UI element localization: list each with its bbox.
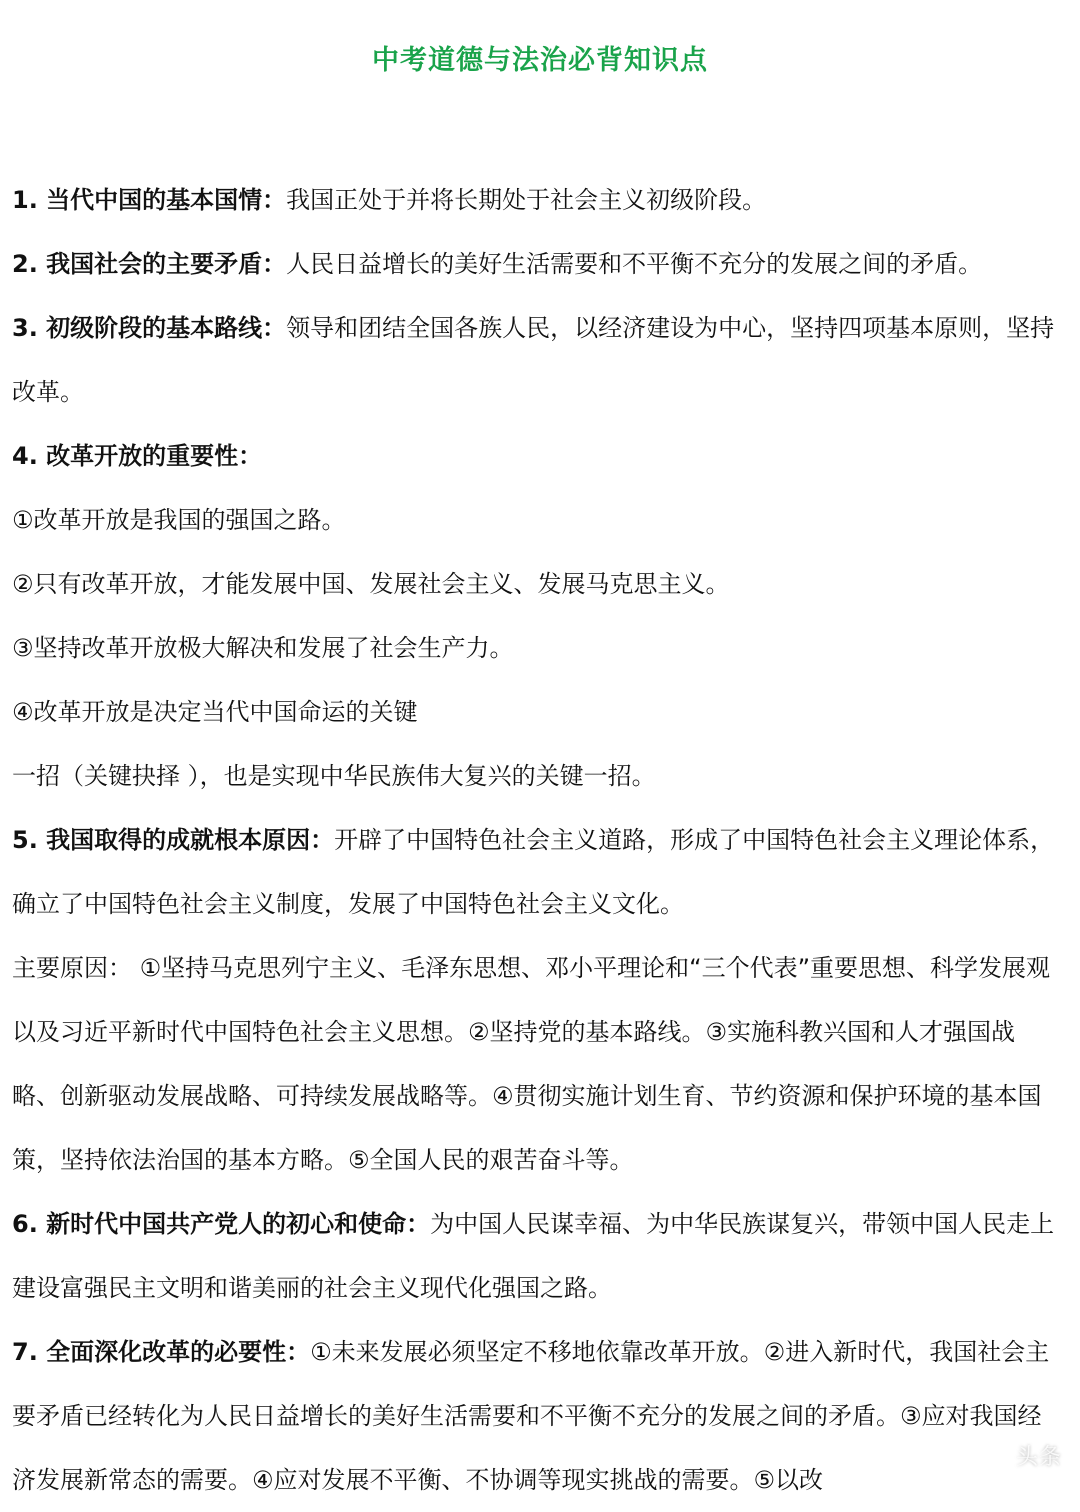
point-4-item-4-cont: 一招（关键抉择 ），也是实现中华民族伟大复兴的关键一招。 xyxy=(12,762,656,790)
point-2 xyxy=(12,232,1058,296)
point-6-heading: 6. 新时代中国共产党人的初心和使命： xyxy=(12,1210,431,1238)
point-4-heading: 4. 改革开放的重要性： xyxy=(12,442,263,470)
point-3-text: 领导和团结全国各族人民，以经济建设为中心，坚持四项基本原则，坚持改革。 xyxy=(12,314,1055,406)
point-1-text: 我国正处于并将长期处于社会主义初级阶段。 xyxy=(286,186,767,214)
point-5-heading: 5. 我国取得的成就根本原因： xyxy=(12,826,335,854)
point-6 xyxy=(12,1192,1058,1320)
point-5-reasons: 主要原因： ①坚持马克思列宁主义、毛泽东思想、邓小平理论和“三个代表”重要思想、科学发展观以及习近平新时代中国特色社会主义思想。②坚持党的基本路线。③实施科教兴国和人才强国战略、创新驱动发展战略、可持续发展战略等。④贯彻实施计划生育、节约资源和保护环境的基本国策，坚持依法治国的基本方略。⑤全国人民的艰苦奋斗等。 xyxy=(12,954,1051,1174)
point-7 xyxy=(12,1320,1058,1512)
point-2-text: 人民日益增长的美好生活需要和不平衡不充分的发展之间的矛盾。 xyxy=(286,250,983,278)
point-6-text: 为中国人民谋幸福、为中华民族谋复兴，带领中国人民走上建设富强民主文明和谐美丽的社会主义现代化强国之路。 xyxy=(12,1210,1055,1302)
point-4-item-3: ③坚持改革开放极大解决和发展了社会生产力。 xyxy=(12,634,514,662)
point-3-heading: 3. 初级阶段的基本路线： xyxy=(12,314,287,342)
point-7-heading: 7. 全面深化改革的必要性： xyxy=(12,1338,311,1366)
point-4-item-4: ④改革开放是决定当代中国命运的关键 xyxy=(12,698,418,726)
point-5-text: 开辟了中国特色社会主义道路，形成了中国特色社会主义理论体系，确立了中国特色社会主义制度，发展了中国特色社会主义文化。 xyxy=(12,826,1055,918)
content-body xyxy=(12,168,1058,1512)
watermark: 头条 xyxy=(1015,1445,1062,1470)
point-1 xyxy=(12,168,1058,232)
point-5 xyxy=(12,808,1058,936)
point-7-text: ①未来发展必须坚定不移地依靠改革开放。②进入新时代，我国社会主要矛盾已经转化为人民日益增长的美好生活需要和不平衡不充分的发展之间的矛盾。③应对我国经济发展新常态的需要。④应对发展不平衡、不协调等现实挑战的需要。⑤以改 xyxy=(12,1338,1050,1494)
point-2-heading: 2. 我国社会的主要矛盾： xyxy=(12,250,287,278)
point-4-item-1: ①改革开放是我国的强国之路。 xyxy=(12,506,346,534)
point-3 xyxy=(12,296,1058,424)
point-4-item-2: ②只有改革开放，才能发展中国、发展社会主义、发展马克思主义。 xyxy=(12,570,730,598)
point-1-heading: 1. 当代中国的基本国情： xyxy=(12,186,287,214)
point-4 xyxy=(12,424,1058,488)
page-title: 中考道德与法治必背知识点 xyxy=(372,45,708,76)
